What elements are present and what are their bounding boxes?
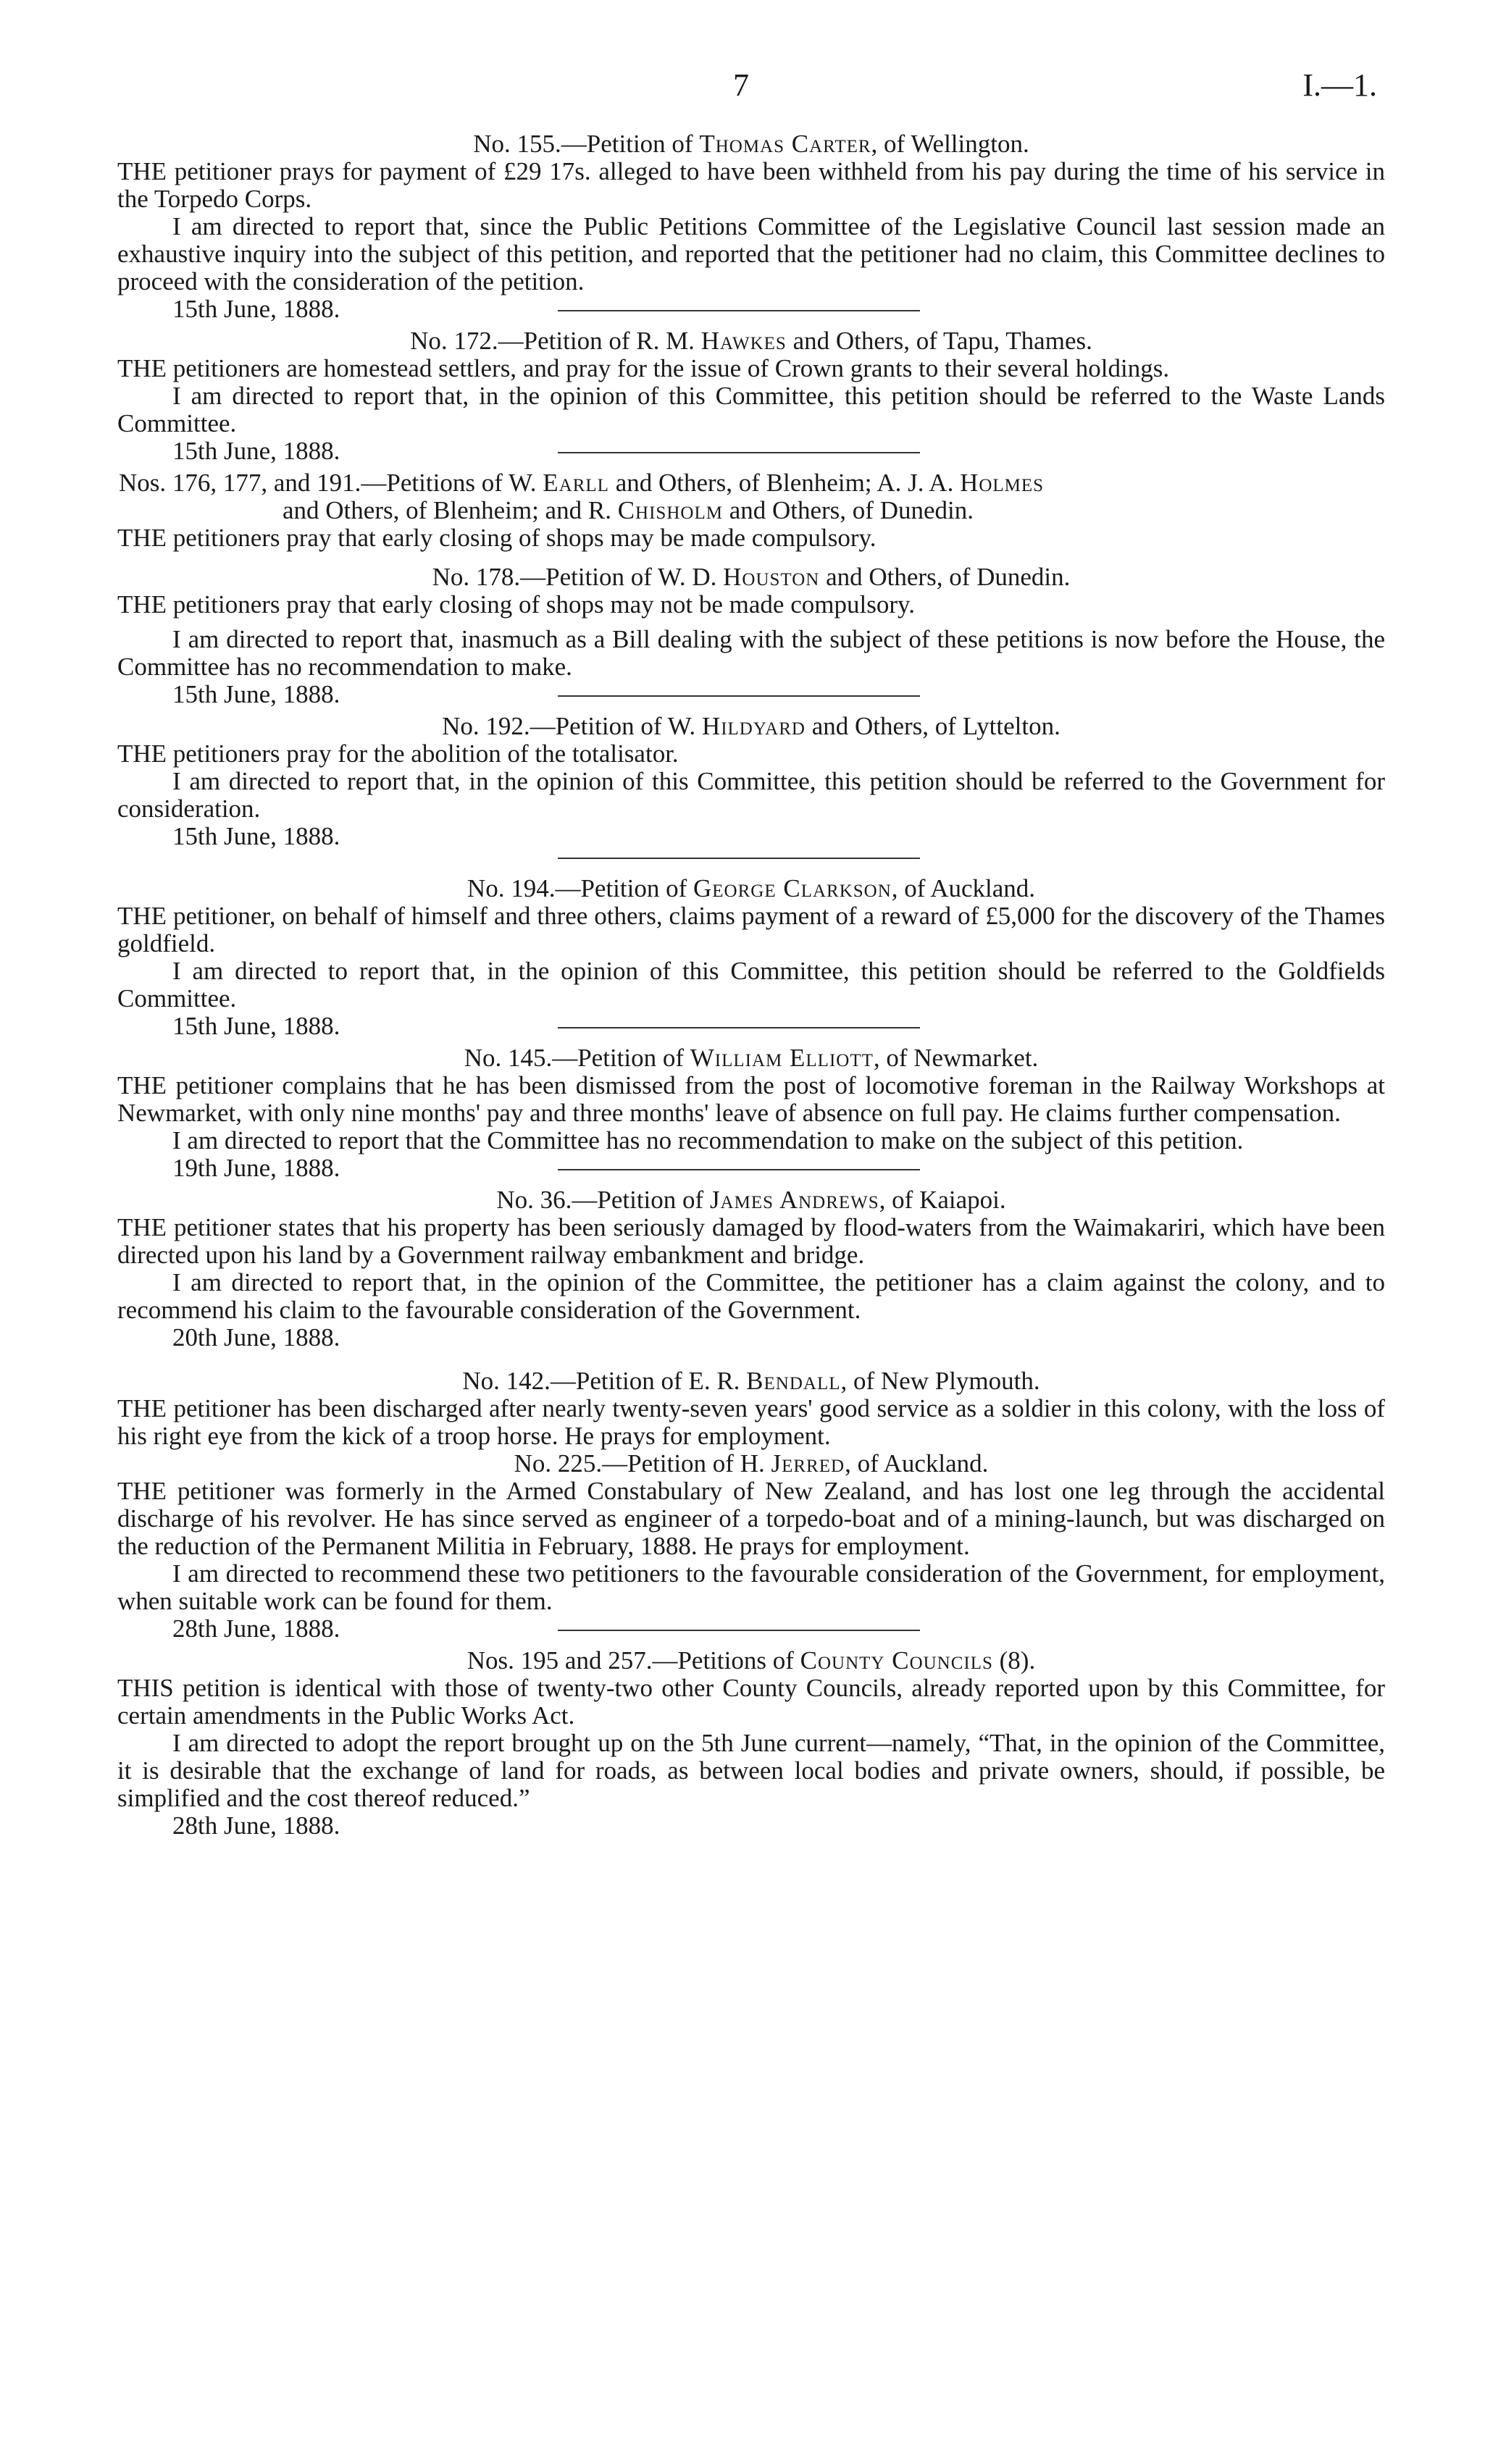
petitions-list — [117, 130, 1385, 1840]
petitioner-name: Bendall — [746, 1367, 841, 1395]
petition-statement: THE petitioner complains that he has been dismissed from the post of locomotive foreman in the Railway Workshops at Newmarket, with only nine months' pay and three months' leave of absence on full pay. He claims further compensation. — [117, 1071, 1385, 1127]
report-date: 15th June, 1888. — [172, 1012, 340, 1040]
report-date: 15th June, 1888. — [172, 680, 340, 708]
petition-title: No. 155.—Petition of Thomas Carter, of Wellington. — [473, 130, 1029, 158]
petition-194 — [117, 875, 1385, 1040]
petition-36 — [117, 1186, 1385, 1352]
petition-title: No. 194.—Petition of George Clarkson, of Auckland. — [467, 874, 1036, 902]
committee-report: I am directed to report that the Committee has no recommendation to make on the subject of this petition. — [172, 1126, 1244, 1155]
petitioner-name: Hawkes — [700, 327, 787, 355]
petition-172 — [117, 327, 1385, 465]
petitioner-name: Houston — [723, 563, 820, 591]
committee-report: I am directed to adopt the report brought up on the 5th June current—namely, “That, in the opinion of the Committee, it is desirable that the exchange of land for roads, as between local bodies and private owners, should, if possible, be simplified and the cost thereof reduced.” — [117, 1729, 1385, 1812]
report-date: 19th June, 1888. — [172, 1154, 340, 1182]
petition-statement: THE petitioners are homestead settlers, and pray for the issue of Crown grants to their several holdings. — [117, 354, 1170, 382]
petition-statement: THE petitioner prays for payment of £29 17s. alleged to have been withheld from his pay during the time of his service in the Torpedo Corps. — [117, 157, 1385, 213]
petition-176-177-191 — [117, 469, 1385, 552]
petition-title: No. 192.—Petition of W. Hildyard and Others, of Lyttelton. — [442, 712, 1061, 740]
petition-title: No. 36.—Petition of James Andrews, of Kaiapoi. — [496, 1186, 1006, 1214]
petitioner-name: George Clarkson — [693, 874, 892, 902]
petition-155 — [117, 130, 1385, 323]
petition-title: Nos. 176, 177, and 191.—Petitions of W. Earll and Others, of Blenheim; A. J. A. Holmes and Others, of Blenheim; and R. Chisholm and Others, of Dunedin. — [119, 469, 1045, 524]
petition-statement: THIS petition is identical with those of twenty-two other County Councils, already reported upon by this Committee, for certain amendments in the Public Works Act. — [117, 1674, 1385, 1730]
petitioner-name: Holmes — [960, 469, 1045, 497]
petitioner-name: Thomas Carter — [699, 130, 871, 158]
petitioner-name: Jerred — [771, 1449, 845, 1478]
petition-statement: THE petitioner has been discharged after nearly twenty-seven years' good service as a soldier in this colony, with the loss of his right eye from the kick of a troop horse. He prays for employment. — [117, 1394, 1385, 1450]
committee-report: I am directed to recommend these two petitioners to the favourable consideration of the Government, for employment, when suitable work can be found for them. — [117, 1559, 1385, 1615]
committee-report: I am directed to report that, in the opinion of this Committee, this petition should be referred to the Waste Lands Committee. — [117, 382, 1385, 437]
report-date: 15th June, 1888. — [172, 437, 340, 465]
petitioner-name: Chisholm — [617, 496, 723, 524]
petition-195-257 — [117, 1647, 1385, 1840]
committee-report: I am directed to report that, in the opinion of this Committee, this petition should be referred to the Goldfields Committee. — [117, 957, 1385, 1013]
petitioner-name: James Andrews — [709, 1186, 879, 1214]
petitioner-name: Earll — [543, 469, 609, 497]
report-date: 28th June, 1888. — [172, 1811, 340, 1840]
petition-title: No. 172.—Petition of R. M. Hawkes and Others, of Tapu, Thames. — [410, 327, 1092, 355]
petition-statement: THE petitioner states that his property has been seriously damaged by flood-waters from the Waimakariri, which have been directed upon his land by a Government railway embankment and bridge. — [117, 1213, 1385, 1269]
page-number: 7 — [733, 67, 749, 103]
report-date: 20th June, 1888. — [172, 1323, 340, 1352]
petition-statement: THE petitioner, on behalf of himself and three others, claims payment of a reward of £5,000 for the discovery of the Thames goldfield. — [117, 902, 1385, 957]
report-date: 28th June, 1888. — [172, 1614, 340, 1643]
petition-title: No. 145.—Petition of William Elliott, of Newmarket. — [464, 1044, 1039, 1072]
petition-title: No. 142.—Petition of E. R. Bendall, of New Plymouth. — [462, 1367, 1040, 1395]
committee-report: I am directed to report that, in the opinion of the Committee, the petitioner has a claim against the colony, and to recommend his claim to the favourable consideration of the Government. — [117, 1268, 1385, 1324]
petition-145 — [117, 1044, 1385, 1182]
report-date: 15th June, 1888. — [172, 822, 340, 850]
paper-reference: I.—1. — [1302, 67, 1377, 103]
petition-title: No. 178.—Petition of W. D. Houston and Others, of Dunedin. — [432, 563, 1071, 591]
petition-statement: THE petitioners pray that early closing of shops may be made compulsory. — [117, 524, 877, 552]
petition-225 — [117, 1450, 1385, 1643]
petitioner-name: Hildyard — [701, 712, 806, 740]
petition-statement: THE petitioner was formerly in the Armed Constabulary of New Zealand, and has lost one leg through the accidental discharge of his revolver. He has since served as engineer of a torpedo-boat and of a mining-launch, but was discharged on the reduction of the Permanent Militia in February, 1888. He prays for employment. — [117, 1477, 1385, 1560]
committee-report: I am directed to report that, inasmuch as a Bill dealing with the subject of these petitions is now before the House, the Committee has no recommendation to make. — [117, 625, 1385, 681]
petition-192 — [117, 713, 1385, 850]
petition-statement: THE petitioners pray that early closing of shops may not be made compulsory. — [117, 590, 915, 619]
report-date: 15th June, 1888. — [172, 295, 340, 323]
petition-title: Nos. 195 and 257.—Petitions of County Councils (8). — [467, 1646, 1036, 1675]
petitioner-name: County Councils — [800, 1646, 993, 1675]
petition-178 — [117, 563, 1385, 708]
committee-report: I am directed to report that, since the Public Petitions Committee of the Legislative Council last session made an exhaustive inquiry into the subject of this petition, and reported that the petitioner had no claim, this Committee declines to proceed with the consideration of the petition. — [117, 212, 1385, 296]
petition-142 — [117, 1367, 1385, 1450]
petition-statement: THE petitioners pray for the abolition of the totalisator. — [117, 739, 679, 768]
committee-report: I am directed to report that, in the opinion of this Committee, this petition should be referred to the Government for consideration. — [117, 767, 1385, 823]
petition-title: No. 225.—Petition of H. Jerred, of Auckland. — [514, 1449, 989, 1478]
petitioner-name: William Elliott — [690, 1044, 874, 1072]
